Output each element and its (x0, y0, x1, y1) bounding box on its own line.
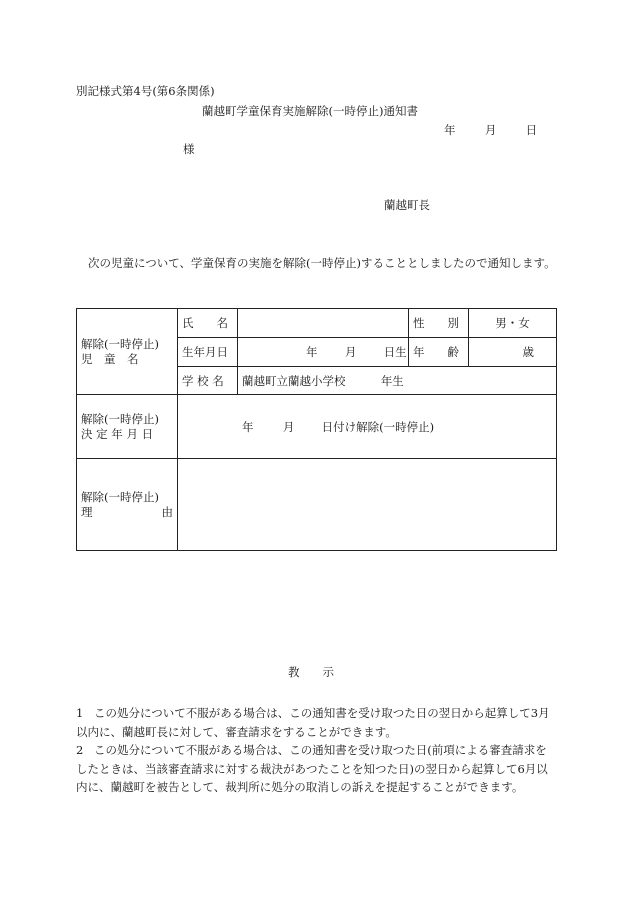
decision-month: 月 (282, 419, 295, 434)
date-line (444, 123, 537, 137)
reason-header-cell (77, 459, 178, 551)
decision-date-header-cell (77, 395, 178, 459)
school-label: 学 校 名 (178, 367, 238, 395)
name-label: 氏 名 (178, 309, 238, 338)
age-unit: 歳 (469, 338, 557, 367)
gender-label: 性 別 (409, 309, 469, 338)
date-day: 日 (525, 123, 538, 137)
reason-header-line1: 解除(一時停止) (81, 489, 159, 504)
birth-year: 年 (306, 345, 318, 359)
instruction-heading: 教 示 (288, 665, 334, 679)
school-value-cell (238, 367, 557, 395)
document-title: 蘭越町学童保育実施解除(一時停止)通知書 (202, 104, 418, 118)
birth-value-cell (238, 338, 409, 367)
intro-paragraph: 次の児童について、学童保育の実施を解除(一時停止)することとしましたので通知します。 (88, 256, 556, 270)
school-name: 蘭越町立蘭越小学校 (242, 373, 346, 388)
addressee-suffix: 様 (183, 142, 195, 156)
grade-suffix: 年生 (380, 373, 404, 388)
decision-header-line2: 決 定 年 月 日 (81, 426, 154, 441)
gender-value: 男・女 (469, 309, 557, 338)
name-value-cell (238, 309, 409, 338)
note-number: 2 (76, 743, 84, 757)
decision-year: 年 (242, 419, 254, 434)
notification-table (76, 308, 557, 551)
instruction-note-2 (76, 741, 558, 797)
child-header-line1: 解除(一時停止) (81, 336, 159, 351)
birth-day: 日生 (383, 345, 407, 359)
reason-header-char-2: 由 (161, 504, 173, 519)
decision-header-line1: 解除(一時停止) (81, 411, 159, 426)
reason-value-cell (178, 459, 557, 551)
note-text: この処分について不服がある場合は、この通知書を受け取つた日の翌日から起算して3月以内に、蘭越町長に対して、審査請求をすることができます。 (76, 706, 550, 739)
instruction-note-1 (76, 704, 558, 741)
reason-header-char-1: 理 (81, 504, 93, 519)
sender-name: 蘭越町長 (384, 198, 430, 212)
form-number: 別記様式第4号(第6条関係) (76, 84, 215, 98)
decision-text: 日付け解除(一時停止) (321, 419, 435, 434)
note-number: 1 (76, 706, 84, 720)
birth-label: 生年月日 (178, 338, 238, 367)
decision-date-value-cell (178, 395, 557, 459)
note-text: この処分について不服がある場合は、この通知書を受け取つた日(前項による審査請求をしたときは、当該審査請求に対する裁決があつたことを知つた日)の翌日から起算して6月以内に、蘭越町を被告として、裁判所に処分の取消しの訴えを提起することができます。 (76, 743, 548, 794)
reason-header-line2 (81, 505, 173, 520)
age-label: 年 齢 (409, 338, 469, 367)
date-year: 年 (444, 123, 456, 137)
birth-month: 月 (344, 345, 357, 359)
child-header-line2: 児 童 名 (81, 351, 139, 366)
child-name-header-cell (77, 309, 178, 395)
date-month: 月 (484, 123, 497, 137)
